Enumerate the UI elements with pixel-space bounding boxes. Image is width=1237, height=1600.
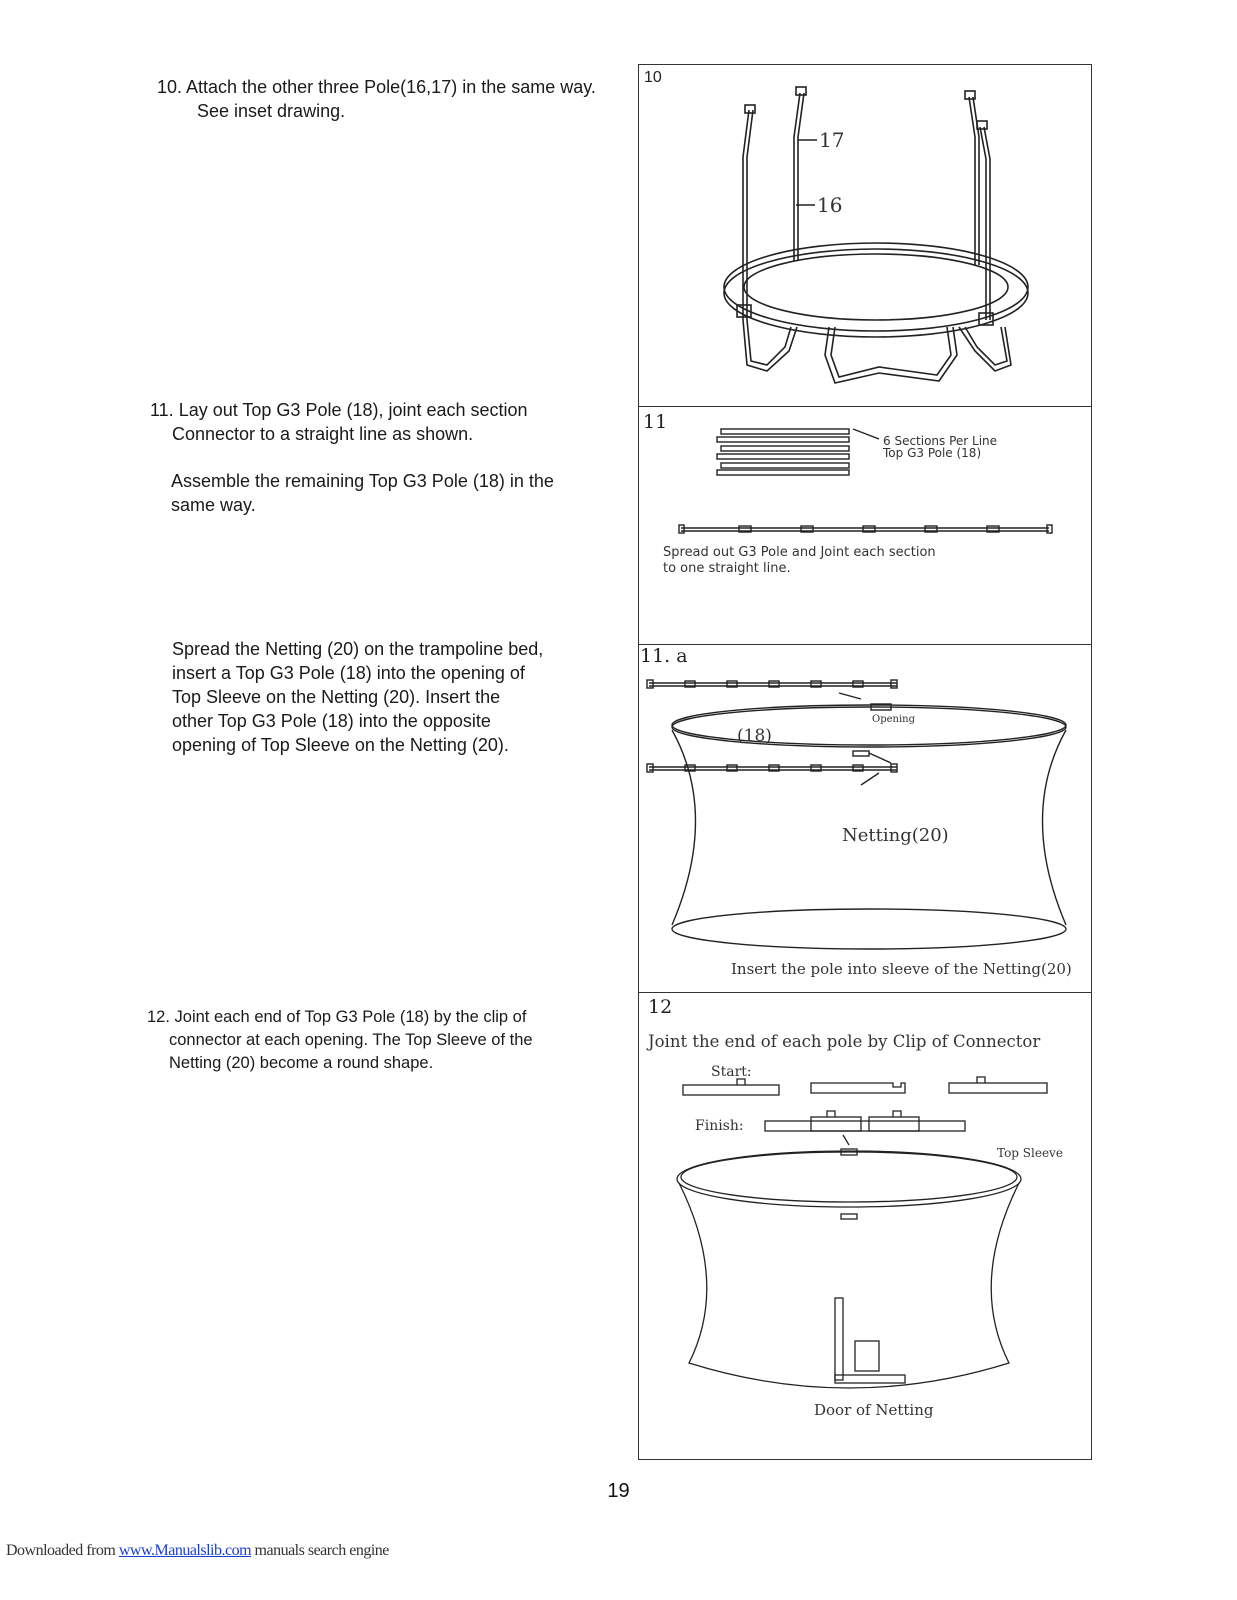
panel-11a [638, 644, 1092, 994]
step-11a-line: other Top G3 Pole (18) into the opposite [172, 711, 491, 731]
pole-sections-drawing [639, 407, 1093, 647]
connector-drawing [639, 993, 1093, 1461]
opening-label: Opening [872, 714, 915, 725]
caption-line-2: to one straight line. [663, 561, 791, 576]
step-12-line: connector at each opening. The Top Sleeve of the [169, 1031, 533, 1049]
pole-16-label: 16 [817, 193, 843, 217]
step-11-line: Assemble the remaining Top G3 Pole (18) in the [171, 471, 554, 491]
step-10-line: See inset drawing. [197, 101, 346, 121]
step-11-line: same way. [171, 495, 256, 515]
panel-10 [638, 64, 1092, 408]
panel-12 [638, 992, 1092, 1460]
trampoline-poles-drawing [639, 65, 1093, 409]
insert-caption: Insert the pole into sleeve of the Netting(20) [731, 960, 1072, 978]
step-11-line: Connector to a straight line as shown. [172, 424, 474, 444]
step-11a-text [172, 637, 543, 757]
pole-17-label: 17 [819, 128, 845, 152]
top-sleeve-label: Top Sleeve [997, 1146, 1063, 1160]
step-11-line: 11. Lay out Top G3 Pole (18), joint each section [150, 400, 528, 420]
step-11a-line: Top Sleeve on the Netting (20). Insert the [172, 687, 501, 707]
netting-label: Netting(20) [842, 825, 949, 846]
door-label: Door of Netting [814, 1401, 934, 1419]
step-10-text [157, 75, 596, 123]
panel-number: 10 [644, 69, 662, 86]
sections-label-1: 6 Sections Per Line [883, 434, 998, 448]
panel-number: 11 [643, 411, 668, 433]
step-10-line: 10. Attach the other three Pole(16,17) in the same way. [157, 77, 596, 97]
caption-line-1: Spread out G3 Pole and Joint each section [663, 545, 936, 560]
panel-11 [638, 406, 1092, 646]
footer-prefix: Downloaded from [6, 1542, 116, 1559]
sections-label-2: Top G3 Pole (18) [883, 446, 982, 460]
step-12-line: 12. Joint each end of Top G3 Pole (18) by the clip of [147, 1008, 527, 1026]
panel-number: 12 [648, 996, 673, 1018]
finish-label: Finish: [695, 1118, 744, 1134]
step-11a-line: insert a Top G3 Pole (18) into the opening of [172, 663, 525, 683]
panel-number: 11. a [640, 645, 688, 667]
manualslib-link[interactable]: www.Manualslib.com [118, 1542, 252, 1559]
step-11a-line: Spread the Netting (20) on the trampoline bed, [172, 639, 544, 659]
step-11a-line: opening of Top Sleeve on the Netting (20). [172, 735, 509, 755]
start-label: Start: [711, 1064, 752, 1080]
pole-18-label: (18) [737, 726, 772, 746]
footer-suffix: manuals search engine [254, 1542, 389, 1559]
step-11-text [150, 398, 554, 517]
step-12-text [147, 1006, 533, 1075]
page-number: 19 [607, 1480, 630, 1502]
clip-title: Joint the end of each pole by Clip of Connector [648, 1032, 1041, 1051]
netting-drawing [639, 645, 1093, 995]
download-footer [6, 1542, 389, 1560]
step-12-line: Netting (20) become a round shape. [169, 1054, 434, 1072]
